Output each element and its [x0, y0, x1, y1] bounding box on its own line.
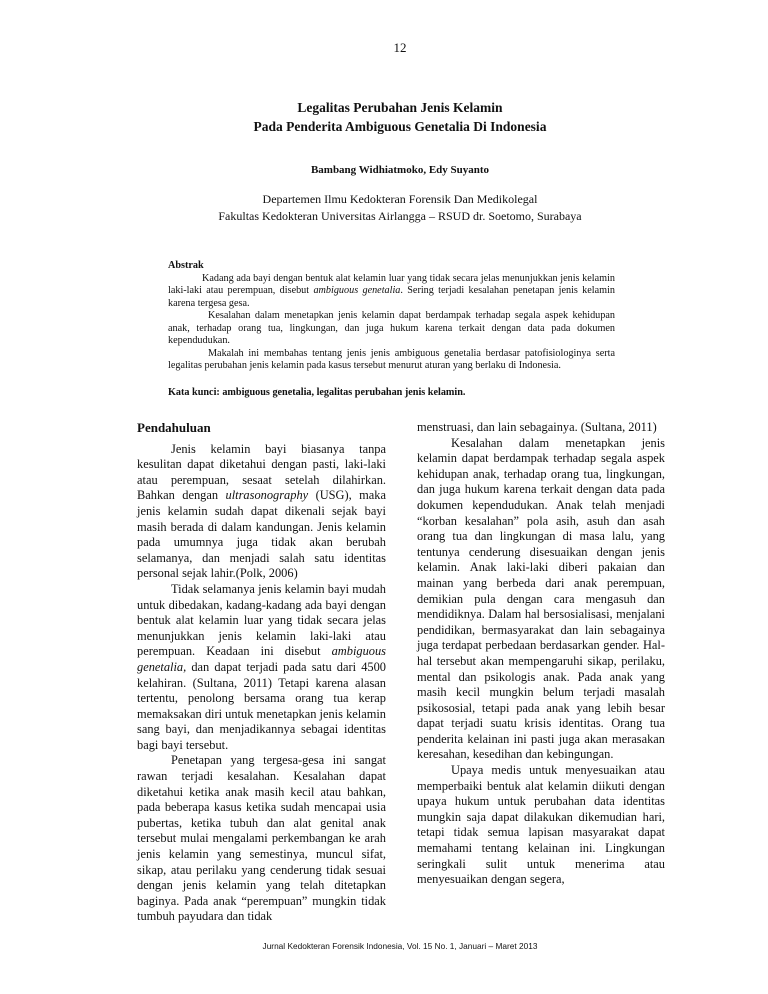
- authors: Bambang Widhiatmoko, Edy Suyanto: [310, 164, 490, 176]
- abstract-p1-emphasis: ambiguous genetalia: [313, 285, 401, 296]
- abstract-paragraph-1: [168, 273, 615, 311]
- abstract-paragraph-3: Makalah ini membahas tentang jenis jenis ambiguous genetalia berdasar patofisiologinya serta legalitas perubahan jenis kelamin pada kasus tersebut menurut aturan yang berlaku di Indonesia.: [168, 347, 615, 371]
- paper-title: [0, 98, 768, 136]
- page-number: 12: [393, 40, 407, 55]
- intro-p1-text-a: Jenis kelamin bayi biasanya tanpa kesulitan dapat diketahui dengan pasti, laki-laki atau perempuan, sesaat setelah dilahirkan. Bahkan dengan: [137, 441, 386, 503]
- abstract-p1-text-b: . Sering terjadi kesalahan penetapan jenis kelamin karena tergesa gesa.: [168, 285, 615, 309]
- abstract-paragraph-2: Kesalahan dalam menetapkan jenis kelamin dapat berdampak terhadap segala aspek kehidupan anak, terhadap orang tua, lingkungan, dan juga hukum karena terkait dengan data pada dokumen kependudukan.: [168, 310, 615, 346]
- intro-paragraph-2: [137, 582, 386, 754]
- intro-p1-text-b: (USG), maka jenis kelamin sudah dapat dikenali sejak bayi masih berada di dalam kandungan. Jenis kelamin pada umumnya juga tidak akan berubah selamanya, dan menjadi salah satu identitas personal sejak lahir.(Polk, 2006): [137, 488, 387, 581]
- right-paragraph-1: Kesalahan dalam menetapkan jenis kelamin dapat berdampak terhadap segala aspek kehidupan anak, terhadap orang tua, lingkungan, dan juga hukum karena terkait dengan data pada dokumen kependudukan. Anak telah menjadi “korban kesalahan” pola asih, asuh dan asah orang tua dan lingkungan di masa lalu, yang tentunya cenderung disesuaikan dengan jenis kelamin. Anak laki-laki diberi pakaian dan mainan yang berbeda dari anak perempuan, demikian pula dengan cara mengasuh dan mendidiknya. Dalam hal bersosialisasi, menjalani pendidikan, bermasyarakat dan lain sebagainya juga terdapat perbedaan berdasarkan gender. Hal-hal tersebut akan mempengaruhi sikap, perilaku, mental dan psikologis anak. Pada anak yang masih kecil mungkin belum terjadi masalah psikososial, tetapi pada anak yang lebih besar dapat terjadi suatu krisis identitas. Orang tua penderita kelainan ini pasti juga akan merasakan keresahan, kesedihan dan kebingungan.: [417, 435, 665, 762]
- intro-paragraph-3: Penetapan yang tergesa-gesa ini sangat rawan terjadi kesalahan. Kesalahan dapat diketahui ketika anak masih kecil atau bahkan, pada beberapa kasus ketika sudah mencapai usia pubertas, ketika tubuh dan alat genital anak tersebut mulai mengalami perkembangan ke arah jenis kelamin yang semestinya, muncul sifat, sikap, atau perilaku yang cenderung tidak sesuai dengan jenis kelamin yang telah ditetapkan baginya. Pada anak “perempuan” mungkin tidak tumbuh payudara dan tidak: [137, 753, 386, 924]
- affiliation-line-2: Fakultas Kedokteran Universitas Airlangga – RSUD dr. Soetomo, Surabaya: [218, 209, 582, 223]
- intro-p2-text-a: Tidak selamanya jenis kelamin bayi mudah untuk dibedakan, kadang-kadang ada bayi dengan bentuk alat kelamin luar yang tidak secara jelas menunjukkan jenis kelamin laki-laki atau perempuan. Keadaan ini disebut: [137, 581, 386, 659]
- keywords: Kata kunci: ambiguous genetalia, legalitas perubahan jenis kelamin.: [168, 386, 466, 398]
- right-paragraph-continuation: menstruasi, dan lain sebagainya. (Sultana, 2011): [417, 420, 657, 434]
- title-line-1: Legalitas Perubahan Jenis Kelamin: [297, 100, 503, 115]
- abstract-p1-text-a: Kadang ada bayi dengan bentuk alat kelamin luar yang tidak secara jelas menunjukkan jenis kelamin laki-laki atau perempuan, disebut: [168, 272, 615, 296]
- intro-p2-emphasis: ambiguous genetalia,: [137, 644, 386, 674]
- affiliation-line-1: Departemen Ilmu Kedokteran Forensik Dan Medikolegal: [262, 192, 538, 206]
- intro-p1-emphasis: ultrasonography: [225, 488, 309, 503]
- intro-p2-text-b: dan dapat terjadi pada satu dari 4500 kelahiran. (Sultana, 2011) Tetapi karena alasan tertentu, penolong bersama orang tua kerap memaksakan diri untuk menetapkan jenis kelamin sang bayi, dan menjadikannya sebagai identitas bagi bayi tersebut.: [137, 659, 386, 752]
- abstract-heading: Abstrak: [168, 260, 204, 271]
- right-column: [417, 420, 665, 888]
- right-paragraph-2: Upaya medis untuk menyesuaikan atau memperbaiki bentuk alat kelamin diikuti dengan upaya hukum untuk perubahan data identitas mungkin saja dapat dilakukan dikemudian hari, tetapi tidak semua lapisan masyarakat dapat memahami tentang kelainan ini. Lingkungan seringkali sulit untuk menerima atau menyesuaikan dengan segera,: [417, 763, 665, 887]
- intro-paragraph-1: [137, 442, 386, 582]
- journal-footer: Jurnal Kedokteran Forensik Indonesia, Vol. 15 No. 1, Januari – Maret 2013: [262, 941, 538, 951]
- section-heading: Pendahuluan: [137, 420, 211, 435]
- left-column: [137, 420, 386, 925]
- abstract: [168, 260, 615, 399]
- affiliation: [0, 191, 768, 225]
- title-line-2: Pada Penderita Ambiguous Genetalia Di Indonesia: [253, 119, 547, 134]
